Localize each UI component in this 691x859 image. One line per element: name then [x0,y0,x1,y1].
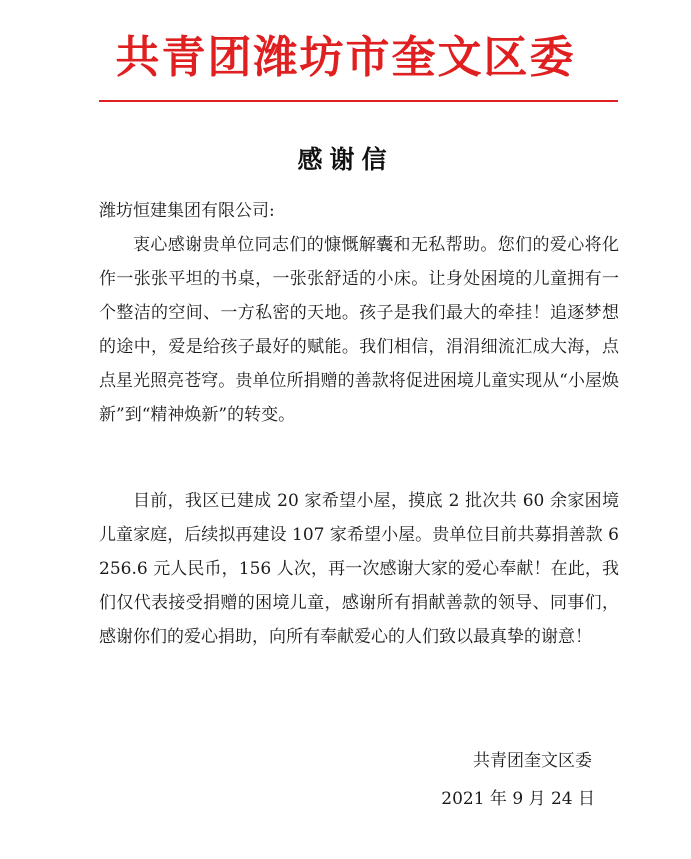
body-paragraph-2: 目前，我区已建成 20 家希望小屋，摸底 2 批次共 60 余家困境儿童家庭，后续拟再建设 107 家希望小屋。贵单位目前共募捐善款 6256.6 元人民币，156 人次，再一次感谢大家的爱心奉献！在此，我们仅代表接受捐赠的困境儿童，感谢所有捐献善款的领导、同事们，感谢你们的爱心捐助，向所有奉献爱心的人们致以最真挚的谢意！ [99,491,619,647]
masthead-red-rule [99,100,618,102]
signature-date: 2021 年 9 月 24 日 [441,789,595,809]
letter-title: 感谢信 [297,145,394,174]
masthead-title: 共青团潍坊市奎文区委 [115,32,576,83]
signature-organization: 共青团奎文区委 [473,751,592,771]
body-paragraph-1: 衷心感谢贵单位同志们的慷慨解囊和无私帮助。您们的爱心将化作一张张平坦的书桌，一张张舒适的小床。让身处困境的儿童拥有一个整洁的空间、一方私密的天地。孩子是我们最大的牵挂！追逐梦想的途中，爱是给孩子最好的赋能。我们相信，涓涓细流汇成大海，点点星光照亮苍穹。贵单位所捐赠的善款将促进困境儿童实现从“小屋焕新”到“精神焕新”的转变。 [99,235,619,425]
salutation: 潍坊恒建集团有限公司: [99,201,275,221]
